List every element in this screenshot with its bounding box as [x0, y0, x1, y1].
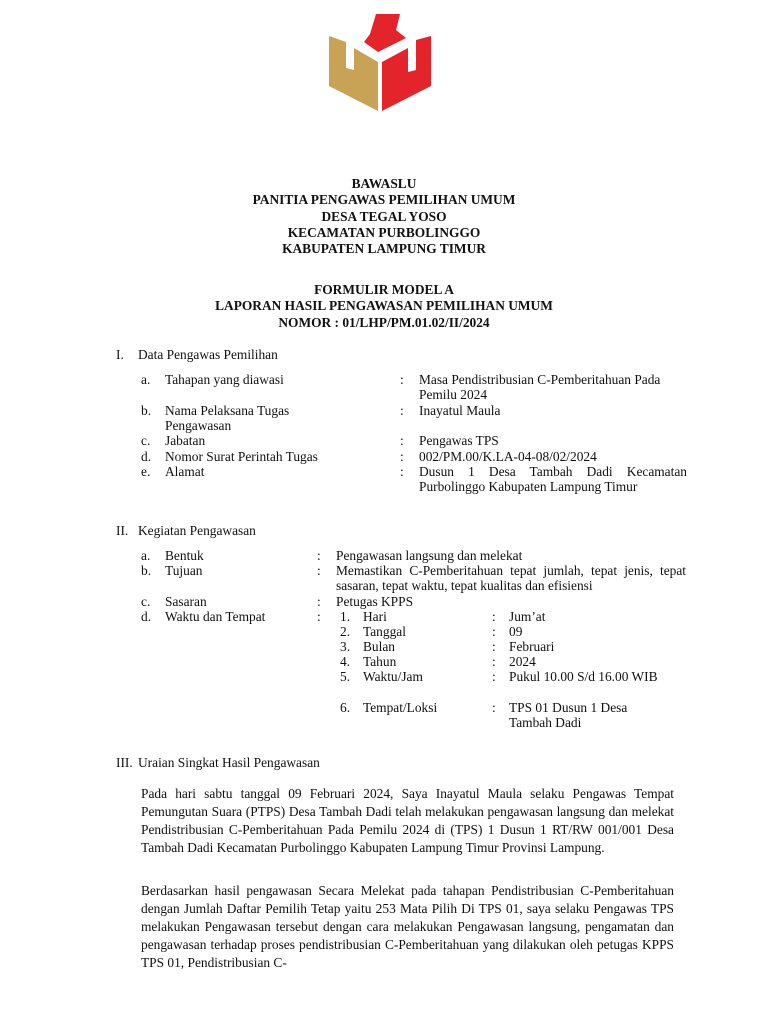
header-line: KABUPATEN LAMPUNG TIMUR	[282, 241, 486, 257]
sub-item-value: Februari	[509, 639, 555, 654]
item-colon: :	[317, 609, 321, 624]
sub-item-value: TPS 01 Dusun 1 Desa Tambah Dadi	[509, 700, 628, 731]
item-letter: d.	[141, 609, 152, 624]
section2-heading: Kegiatan Pengawasan	[138, 523, 256, 538]
paragraph: Berdasarkan hasil pengawasan Secara Melekat pada tahapan Pendistribusian C-Pemberitahuan dengan Jumlah Daftar Pemilih Tetap yaitu 253 Mata Pilih Di TPS 01, saya selaku Pengawas TPS melakukan Pengawasan tersebut dengan cara melakukan Pengawasan langsung, pengamatan dan pengawasan terhadap proses pendistribusian C-Pemberitahuan yang dilakukan oleh petugas KPPS TPS 01, Pendistribusian C-	[141, 883, 674, 971]
item-colon: :	[317, 594, 321, 609]
item-colon: :	[400, 464, 404, 479]
sub-item-colon: :	[492, 654, 496, 669]
sub-item-colon: :	[492, 669, 496, 684]
section2-number: II.	[116, 523, 129, 538]
item-value: Memastikan C-Pemberitahuan tepat jumlah, tepat jenis, tepat sasaran, tepat waktu, tepat kualitas dan efisiensi	[336, 563, 686, 594]
title-line: LAPORAN HASIL PENGAWASAN PEMILIHAN UMUM	[215, 298, 553, 314]
document-header	[0, 176, 768, 257]
sub-item-label: Tanggal	[363, 624, 406, 639]
header-line: BAWASLU	[351, 176, 417, 191]
item-value: Pengawas TPS	[419, 433, 499, 448]
header-line: KECAMATAN PURBOLINGGO	[287, 224, 481, 240]
logo-red-shape	[382, 36, 431, 111]
section3-number: III.	[116, 755, 133, 770]
sub-item-number: 3.	[340, 639, 351, 654]
sub-item-number: 4.	[340, 654, 351, 669]
item-colon: :	[400, 372, 404, 387]
item-colon: :	[400, 403, 404, 418]
item-label: Tujuan	[165, 563, 203, 578]
item-value: Dusun 1 Desa Tambah Dadi Kecamatan Purbolinggo Kabupaten Lampung Timur	[419, 464, 687, 495]
sub-item-number: 5.	[340, 669, 351, 684]
header-line: PANITIA PENGAWAS PEMILIHAN UMUM	[252, 192, 516, 208]
item-letter: a.	[141, 548, 151, 563]
sub-item-label: Waktu/Jam	[363, 669, 423, 684]
item-value: Petugas KPPS	[336, 594, 414, 609]
sub-item-colon: :	[492, 609, 496, 624]
item-label: Sasaran	[165, 594, 207, 609]
item-label: Jabatan	[165, 433, 206, 448]
sub-item-number: 6.	[340, 700, 351, 715]
sub-item-value: 09	[509, 624, 523, 639]
sub-item-label: Tahun	[363, 654, 397, 669]
item-letter: a.	[141, 372, 151, 387]
sub-item-colon: :	[492, 700, 496, 715]
item-letter: d.	[141, 449, 152, 464]
item-letter: b.	[141, 563, 152, 578]
item-colon: :	[317, 548, 321, 563]
section1-number: I.	[116, 347, 124, 362]
section1-heading: Data Pengawas Pemilihan	[138, 347, 278, 362]
item-value: 002/PM.00/K.LA-04-08/02/2024	[419, 449, 597, 464]
header-line: DESA TEGAL YOSO	[321, 208, 447, 224]
sub-item-label: Hari	[363, 609, 387, 624]
sub-item-colon: :	[492, 624, 496, 639]
sub-item-value: 2024	[509, 654, 536, 669]
sub-item-number: 2.	[340, 624, 351, 639]
bawaslu-logo	[326, 12, 434, 116]
item-label: Waktu dan Tempat	[165, 609, 266, 624]
sub-item-label: Tempat/Loksi	[363, 700, 438, 715]
item-value: Pengawasan langsung dan melekat	[336, 548, 523, 563]
item-label: Alamat	[165, 464, 205, 479]
item-letter: b.	[141, 403, 152, 418]
title-line: FORMULIR MODEL A	[314, 282, 454, 297]
item-colon: :	[317, 563, 321, 578]
logo-red-flag	[364, 14, 406, 52]
sub-item-value: Pukul 10.00 S/d 16.00 WIB	[509, 669, 658, 684]
document-title	[0, 282, 768, 331]
logo-gold-shape	[329, 36, 378, 111]
section3-heading: Uraian Singkat Hasil Pengawasan	[138, 755, 320, 770]
item-label: Nomor Surat Perintah Tugas	[165, 449, 318, 464]
sub-item-number: 1.	[340, 609, 351, 624]
sub-item-label: Bulan	[363, 639, 395, 654]
sub-item-colon: :	[492, 639, 496, 654]
item-colon: :	[400, 433, 404, 448]
item-value: Masa Pendistribusian C-Pemberitahuan Pada Pemilu 2024	[419, 372, 661, 403]
item-label: Tahapan yang diawasi	[165, 372, 284, 387]
sub-item-value: Jum’at	[509, 609, 546, 624]
title-line: NOMOR : 01/LHP/PM.01.02/II/2024	[278, 314, 490, 330]
item-letter: c.	[141, 594, 151, 609]
paragraph: Pada hari sabtu tanggal 09 Februari 2024, Saya Inayatul Maula selaku Pengawas Tempat Pemungutan Suara (PTPS) Desa Tambah Dadi telah melakukan pengawasan langsung dan melekat Pendistribusian C-Pemberitahuan Pada Pemilu 2024 di (TPS) 1 Dusun 1 RT/RW 001/001 Desa Tambah Dadi Kecamatan Purbolinggo Kabupaten Lampung Timur Provinsi Lampung.	[141, 786, 674, 856]
item-letter: e.	[141, 464, 151, 479]
item-letter: c.	[141, 433, 151, 448]
item-colon: :	[400, 449, 404, 464]
item-label: Nama Pelaksana Tugas Pengawasan	[165, 403, 290, 434]
item-value: Inayatul Maula	[419, 403, 501, 418]
item-label: Bentuk	[165, 548, 204, 563]
